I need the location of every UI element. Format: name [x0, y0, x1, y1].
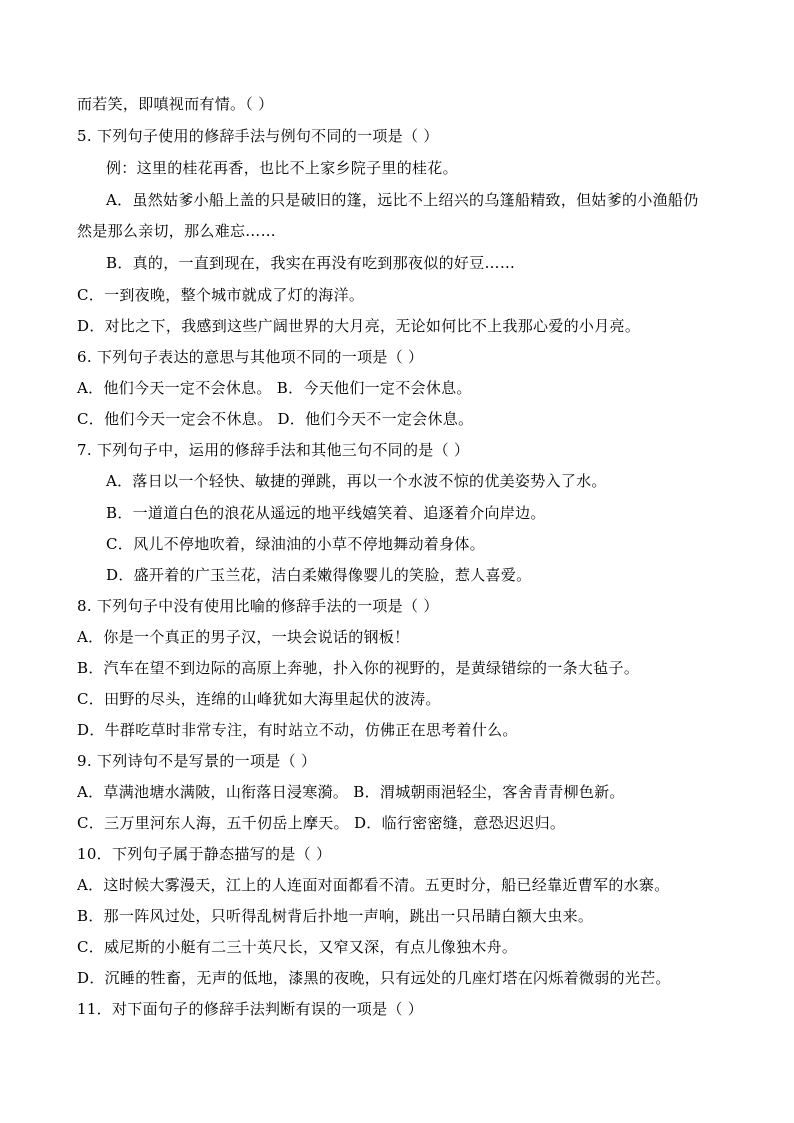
option-c: C．风儿不停地吹着，绿油油的小草不停地舞动着身体。 [106, 535, 485, 553]
option-a: A．你是一个真正的男子汉，一块会说话的钢板！ [77, 628, 410, 646]
text-line: 而若笑，即嗔视而有情。（ ） [77, 95, 274, 113]
option-b: B．一道道白色的浪花从遥远的地平线嬉笑着、追逐着介向岸边。 [106, 504, 546, 522]
option-a-line-1: A．虽然姑爹小船上盖的只是破旧的篷，远比不上绍兴的乌篷船精致，但姑爹的小渔船仍 [106, 191, 699, 209]
option-b: B．真的，一直到现在，我实在再没有吃到那夜似的好豆…… [106, 254, 516, 272]
option-a: A．这时候大雾漫天，江上的人连面对面都看不清。五更时分，船已经靠近曹军的水寨。 [77, 876, 670, 894]
question-6-stem: 6. 下列句子表达的意思与其他项不同的一项是（ ） [77, 348, 424, 366]
example-sentence: 例：这里的桂花再香，也比不上家乡院子里的桂花。 [106, 159, 458, 177]
option-b: B．那一阵风过处，只听得乱树背后扑地一声响，跳出一只吊睛白额大虫来。 [77, 907, 594, 925]
option-b: B．汽车在望不到边际的高原上奔驰，扑入你的视野的，是黄绿错综的一条大毡子。 [77, 659, 640, 677]
option-c: C．田野的尽头，连绵的山峰犹如大海里起伏的波涛。 [77, 690, 441, 708]
options-ab: A．草满池塘水满陂，山衔落日浸寒漪。 B．渭城朝雨浥轻尘，客舍青青柳色新。 [77, 783, 625, 801]
option-c: C．一到夜晚，整个城市就成了灯的海洋。 [77, 286, 365, 304]
question-7-stem: 7. 下列句子中，运用的修辞手法和其他三句不同的是（ ） [77, 441, 470, 459]
option-d: D．盛开着的广玉兰花，洁白柔嫩得像婴儿的笑脸，惹人喜爱。 [106, 566, 532, 584]
question-5-stem: 5. 下列句子使用的修辞手法与例句不同的一项是（ ） [77, 127, 439, 145]
option-d: D．沉睡的牲畜，无声的低地，漆黑的夜晚，只有远处的几座灯塔在闪烁着微弱的光芒。 [77, 969, 671, 987]
options-ab: A．他们今天一定不会休息。 B．今天他们一定不会休息。 [77, 379, 472, 397]
question-8-stem: 8. 下列句子中没有使用比喻的修辞手法的一项是（ ） [77, 597, 439, 615]
question-10-stem: 10．下列句子属于静态描写的是（ ） [77, 845, 332, 863]
option-d: D．对比之下，我感到这些广阔世界的大月亮，无论如何比不上我那心爱的小月亮。 [77, 317, 641, 335]
question-9-stem: 9. 下列诗句不是写景的一项是（ ） [77, 752, 317, 770]
question-11-stem: 11．对下面句子的修辞手法判断有误的一项是（ ） [77, 1000, 424, 1018]
option-a: A．落日以一个轻快、敏捷的弹跳，再以一个水波不惊的优美姿势入了水。 [106, 472, 607, 490]
options-cd: C．三万里河东人海，五千仞岳上摩天。 D．临行密密缝，意恐迟迟归。 [77, 814, 566, 832]
option-a-line-2: 然是那么亲切，那么难忘…… [77, 222, 276, 240]
options-cd: C．他们今天一定会不休息。 D．他们今天不一定会休息。 [77, 410, 474, 428]
option-d: D．牛群吃草时非常专注，有时站立不动，仿佛正在思考着什么。 [77, 721, 518, 739]
option-c: C．威尼斯的小艇有二三十英尺长，又窄又深，有点儿像独木舟。 [77, 938, 518, 956]
